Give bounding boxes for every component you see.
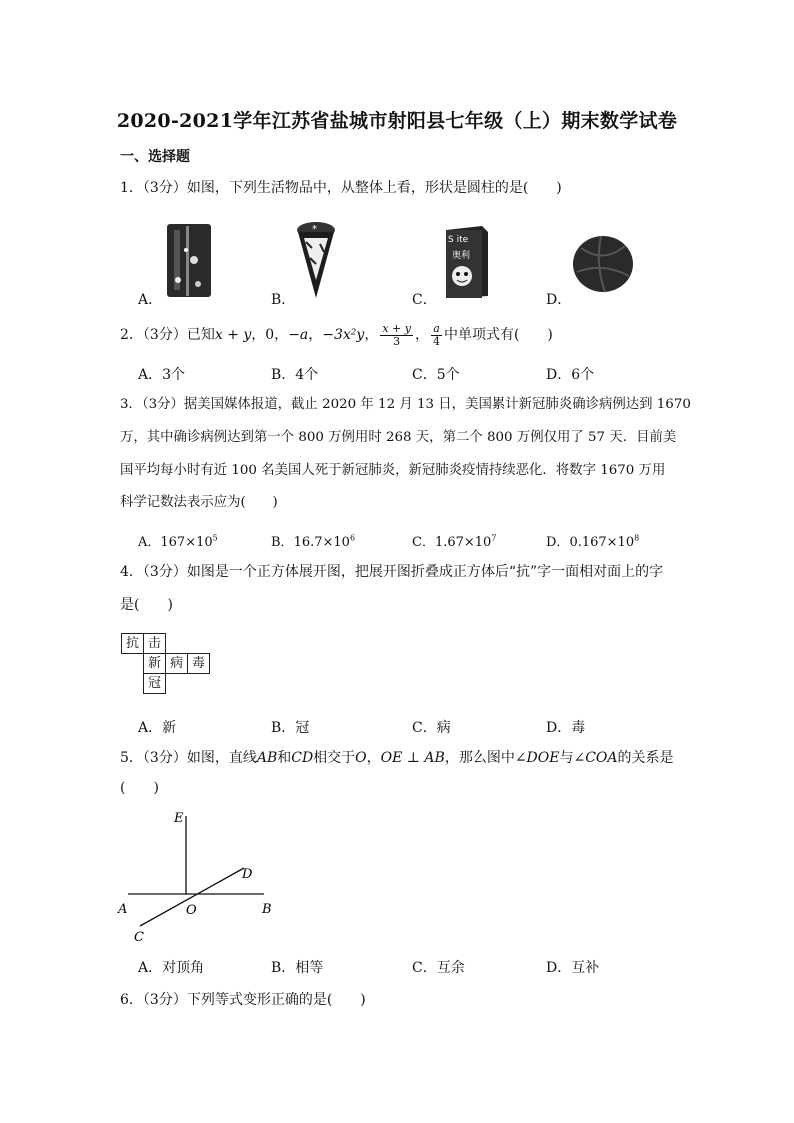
q4-option-a: A．新: [138, 720, 177, 736]
q5-point-o: O: [355, 750, 367, 766]
q5-angle-doe: ∠DOE: [514, 750, 560, 766]
net-cell-bing: 病: [165, 653, 188, 674]
question-4-line-2: 是( ): [120, 597, 173, 613]
q2-frac1-denominator: 3: [393, 334, 401, 348]
q3-option-b-exp: 6: [349, 533, 356, 543]
label-b: B: [262, 902, 272, 917]
q4-option-d: D．毒: [546, 720, 586, 736]
q3-option-c-label: C．: [412, 535, 435, 550]
q5-text-e: ，那么图中: [444, 750, 515, 766]
q5-option-b: B．相等: [271, 960, 324, 976]
q2-sep-2: ，: [364, 327, 379, 343]
cuboid-box-image: [438, 224, 490, 300]
question-1-text: 1．（3分）如图，下列生活物品中，从整体上看，形状是圆柱的是( ): [120, 180, 562, 196]
q3-option-b: [271, 531, 355, 550]
q3-option-a-base: 167×10: [160, 535, 213, 550]
question-3-line-1: 3．（3分）据美国媒体报道，截止 2020 年 12 月 13 日，美国累计新冠肺炎确诊病例达到 1670: [120, 397, 691, 412]
q3-option-b-label: B．: [271, 535, 294, 550]
cone-mark: *: [312, 224, 317, 235]
q3-option-a: [138, 531, 218, 550]
ice-cream-cone-image: [294, 218, 338, 300]
net-cell-xin: 新: [143, 653, 166, 674]
label-a: A: [118, 902, 128, 917]
net-cell-kang: 抗: [121, 633, 144, 654]
section-heading: 一、选择题: [120, 149, 190, 165]
sphere-ball-image: [571, 234, 635, 294]
q5-text-g: 的关系是: [617, 750, 674, 766]
q3-option-c: [412, 531, 496, 550]
q5-perpendicular: OE ⊥ AB: [380, 750, 445, 766]
q2-option-c: C．5个: [412, 367, 460, 383]
q5-option-c: C．互余: [412, 960, 465, 976]
question-2-text: [120, 321, 553, 349]
q2-sep-0: ，0，: [251, 327, 289, 343]
q2-frac1-numerator: x + y: [382, 321, 411, 335]
q3-option-a-exp: 5: [212, 533, 218, 543]
label-d: D: [242, 867, 253, 882]
page-title: 2020-2021学年江苏省盐城市射阳县七年级（上）期末数学试卷: [116, 110, 678, 132]
q3-option-b-base: 16.7×10: [293, 535, 350, 550]
q2-expr-1: x + y: [214, 327, 252, 343]
q2-fraction-1: [380, 323, 413, 348]
label-o: O: [186, 903, 197, 918]
q5-option-d: D．互补: [546, 960, 600, 976]
q4-option-c: C．病: [412, 720, 451, 736]
q2-sep-3: ，: [414, 327, 429, 343]
box-label-mid: 奥利: [452, 251, 471, 261]
q3-option-d: [546, 531, 639, 550]
q5-text-d: ，: [366, 750, 381, 766]
q5-angle-coa: ∠COA: [573, 750, 618, 766]
label-c: C: [134, 930, 144, 945]
question-6-text: 6．（3分）下列等式变形正确的是( ): [120, 992, 366, 1008]
question-5-text: [120, 748, 674, 768]
q3-option-d-label: D．: [546, 535, 570, 550]
cylinder-can-image: [164, 220, 214, 300]
q2-expr-3: −3x²y: [322, 327, 365, 343]
box-label-top: S ite: [448, 235, 469, 245]
q3-option-c-exp: 7: [491, 533, 497, 543]
q3-option-d-base: 0.167×10: [569, 535, 635, 550]
q1-option-b: B．: [271, 292, 296, 308]
question-3-line-2: 万，其中确诊病例达到第一个 800 万例用时 268 天，第二个 800 万例仅用了 57 天．目前美: [120, 430, 677, 445]
net-cell-guan: 冠: [143, 673, 166, 694]
q2-expr-2: −a: [288, 327, 309, 343]
cube-net-diagram: [121, 633, 221, 705]
q1-option-a: A．: [138, 292, 163, 308]
question-4-line-1: 4．（3分）如图是一个正方体展开图，把展开图折叠成正方体后“抗”字一面相对面上的字: [120, 564, 664, 580]
q5-text-f: 与: [559, 750, 574, 766]
q2-suffix: 中单项式有( ): [443, 327, 553, 343]
q3-option-d-exp: 8: [634, 533, 640, 543]
q3-option-a-label: A．: [138, 535, 161, 550]
q2-option-d: D．6个: [546, 367, 595, 383]
q1-option-d: D．: [546, 292, 572, 308]
q2-fraction-2: [431, 323, 442, 348]
q2-prefix: 2．（3分）已知: [120, 327, 215, 343]
question-3-line-4: 科学记数法表示应为( ): [120, 495, 278, 510]
q2-option-b: B．4个: [271, 367, 319, 383]
net-cell-ji: 击: [143, 633, 166, 654]
q5-text-b: 和: [277, 750, 292, 766]
intersecting-lines-diagram: [112, 806, 292, 946]
q4-option-b: B．冠: [271, 720, 310, 736]
net-cell-du: 毒: [187, 653, 210, 674]
q5-option-a: A．对顶角: [138, 960, 205, 976]
q2-option-a: A．3个: [138, 367, 186, 383]
q2-sep-1: ，: [308, 327, 323, 343]
q5-line-cd: CD: [291, 750, 314, 766]
question-3-line-3: 国平均每小时有近 100 名美国人死于新冠肺炎，新冠肺炎疫情持续恶化．将数字 1670 万用: [120, 463, 666, 478]
q5-text-a: 5．（3分）如图，直线: [120, 750, 257, 766]
q5-line-ab: AB: [256, 750, 278, 766]
q1-option-c: C．: [412, 292, 437, 308]
q3-option-c-base: 1.67×10: [434, 535, 492, 550]
q2-frac2-numerator: a: [431, 323, 442, 336]
label-e: E: [174, 811, 184, 826]
q5-text-c: 相交于: [313, 750, 356, 766]
q2-frac2-denominator: 4: [432, 334, 440, 348]
question-5-line-2: ( ): [120, 780, 159, 796]
